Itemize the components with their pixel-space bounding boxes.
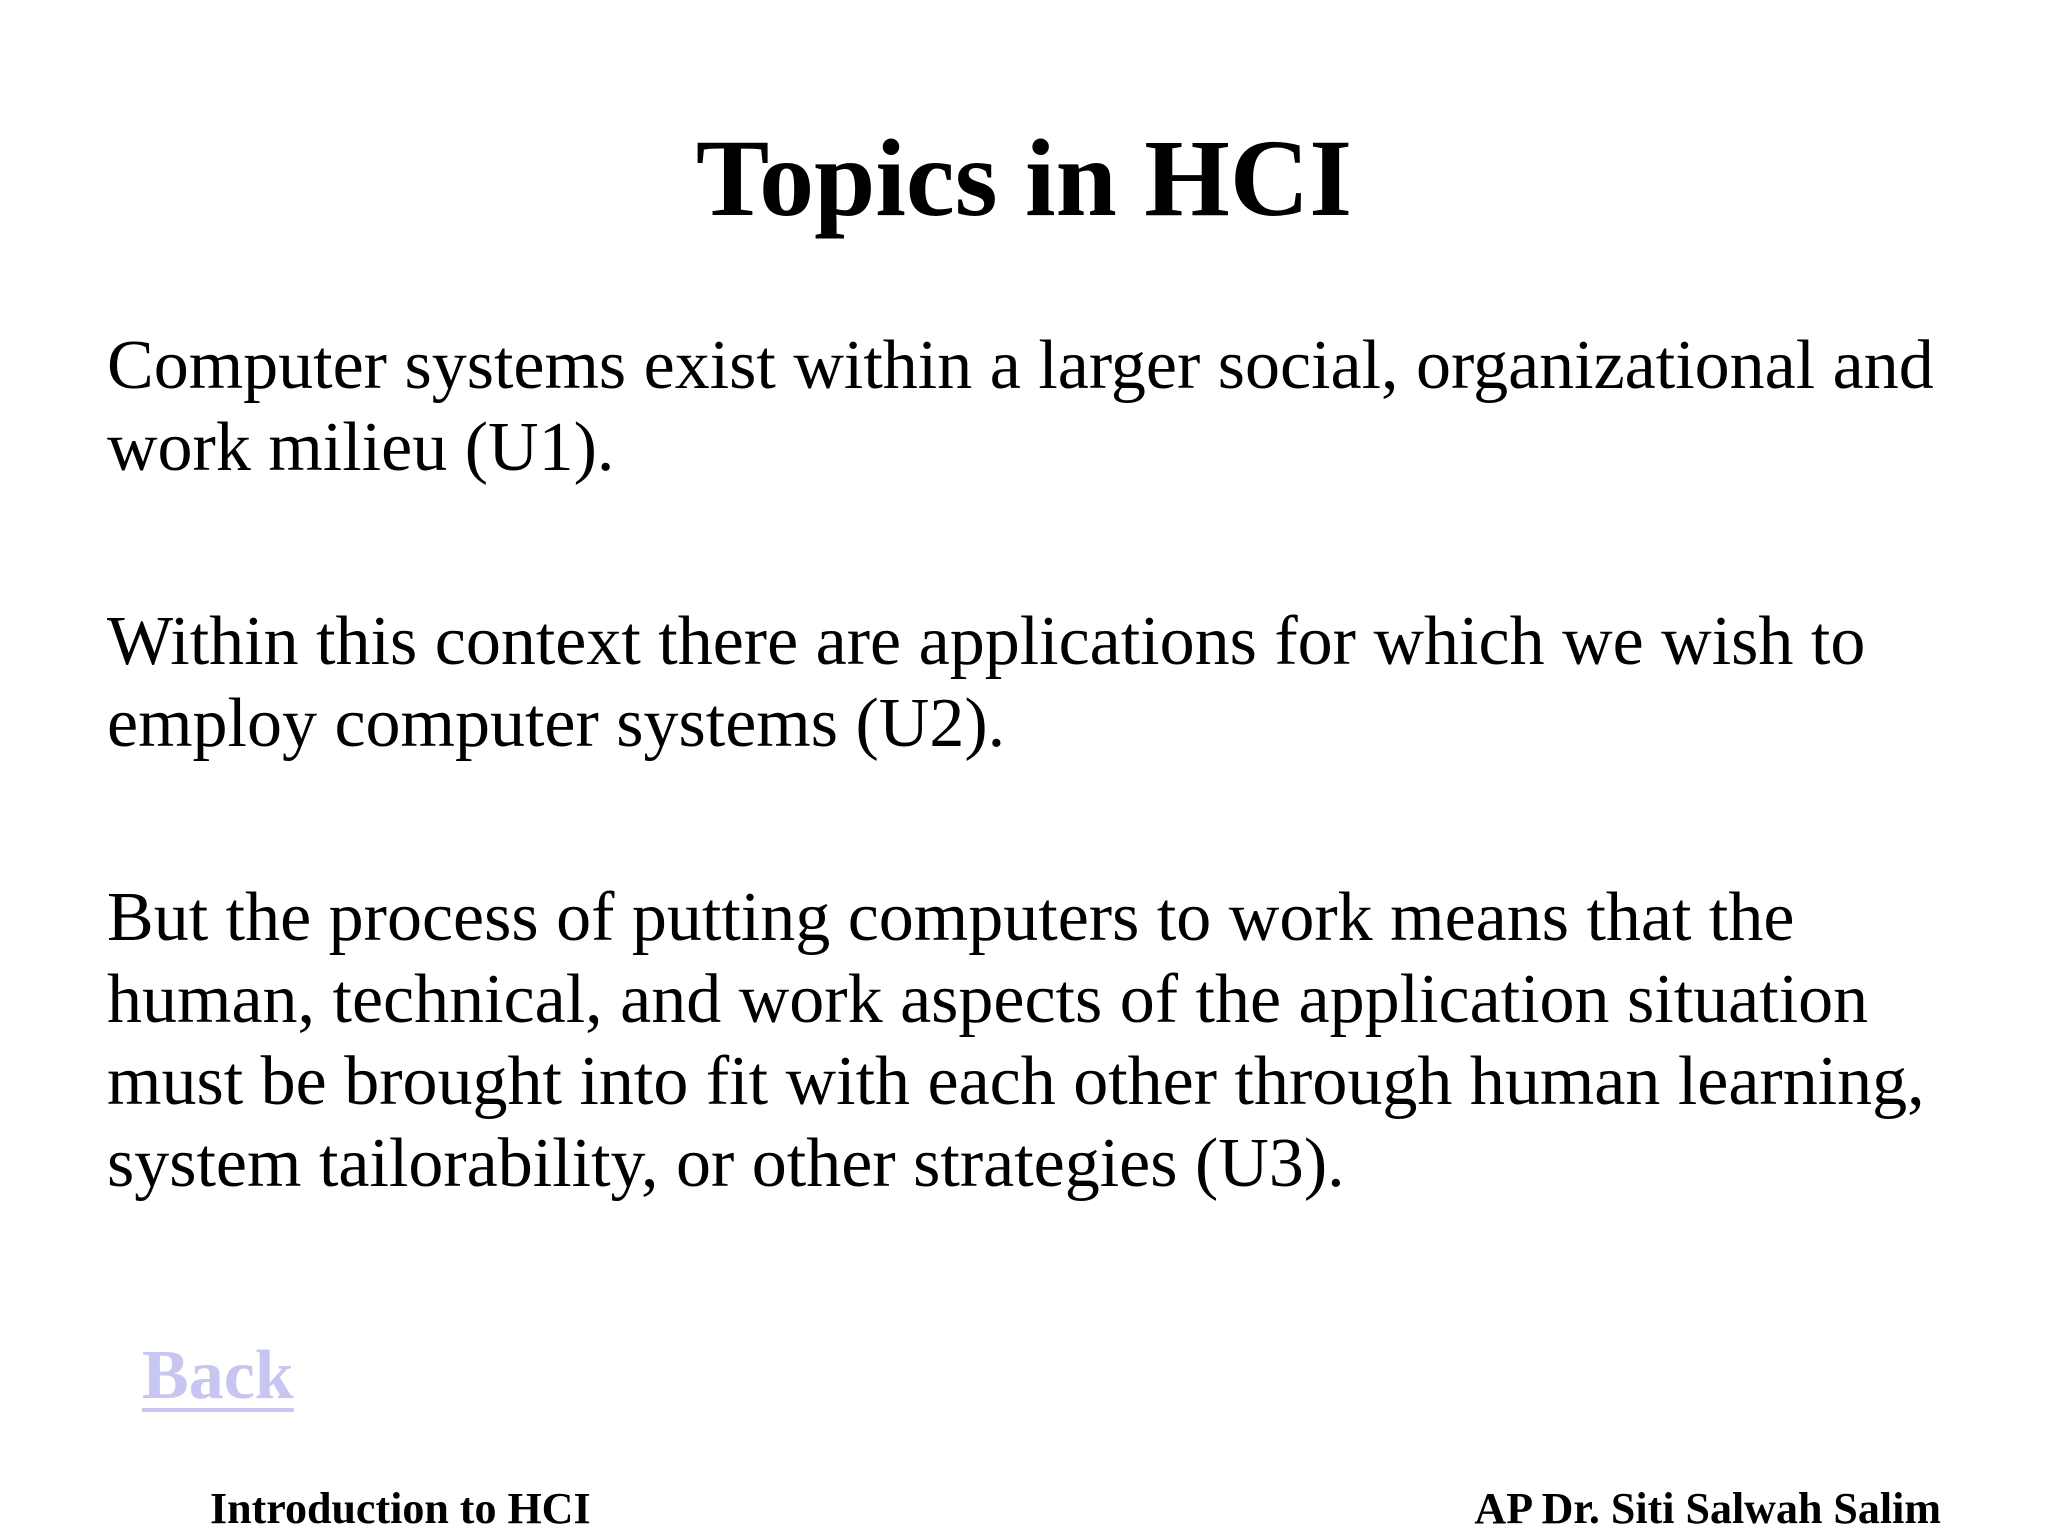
footer-author: AP Dr. Siti Salwah Salim [1474,1484,1941,1533]
paragraph-u3: But the process of putting computers to work means that the human, technical, and work aspects of the application situation must be brought into fit with each other through human learning, system tailorability, or other strategies (U3). [107,879,1925,1202]
paragraph-u2: Within this context there are applications for which we wish to employ computer systems (U2). [107,603,1866,762]
paragraph-u1: Computer systems exist within a larger social, organizational and work milieu (U1). [107,327,1934,486]
back-link[interactable]: Back [142,1337,294,1414]
slide-title: Topics in HCI [695,117,1353,239]
footer-course-title: Introduction to HCI [210,1484,591,1533]
slide-body [107,325,1987,1317]
